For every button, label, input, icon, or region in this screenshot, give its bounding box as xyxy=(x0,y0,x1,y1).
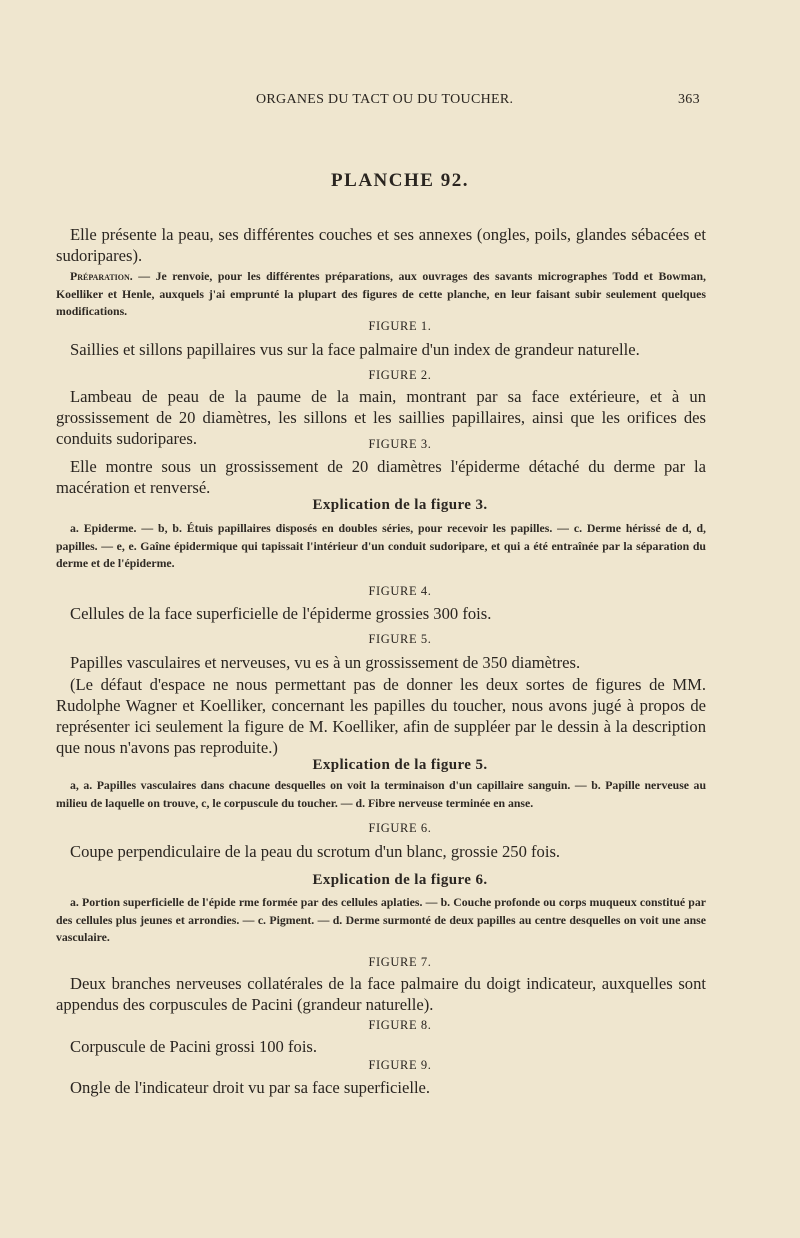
figure-6-explanation: a. Portion superficielle de l'épide rme formée par des cellules aplaties. — b. Couche profonde ou corps muqueux constitué par des cellules plus jeunes et arrondies. — c. Pigment. — d. Derme surmonté de deux papilles au centre desquelles on voit une anse vasculaire. xyxy=(56,895,706,944)
figure-4-heading: FIGURE 4. xyxy=(368,584,432,598)
figure-4-caption: Cellules de la face superficielle de l'épiderme grossies 300 fois. xyxy=(70,604,492,623)
figure-9-caption: Ongle de l'indicateur droit vu par sa face superficielle. xyxy=(70,1078,431,1097)
figure-3-heading: FIGURE 3. xyxy=(368,437,432,451)
figure-1-heading: FIGURE 1. xyxy=(368,319,432,333)
plate-title: PLANCHE 92. xyxy=(331,170,469,191)
page-number: 363 xyxy=(678,92,700,107)
figure-3-caption: Elle montre sous un grossissement de 20 diamètres l'épiderme détaché du derme par la macération et renversé. xyxy=(56,457,706,497)
figure-6-heading: FIGURE 6. xyxy=(368,821,432,835)
figure-5-caption: Papilles vasculaires et nerveuses, vu es à un grossissement de 350 diamètres. xyxy=(70,653,581,672)
preparation-text: — Je renvoie, pour les différentes préparations, aux ouvrages des savants micrographes Todd et Bowman, Koelliker et Henle, auxquels j'ai emprunté la plupart des figures de cette planche, en leur faisant subir seulement quelques modifications. xyxy=(56,269,706,318)
figure-6-caption: Coupe perpendiculaire de la peau du scrotum d'un blanc, grossie 250 fois. xyxy=(70,842,561,861)
intro-paragraph: Elle présente la peau, ses différentes couches et ses annexes (ongles, poils, glandes sébacées et sudoripares). xyxy=(56,225,706,265)
figure-6-explanation-heading: Explication de la figure 6. xyxy=(312,872,488,888)
figure-8-caption: Corpuscule de Pacini grossi 100 fois. xyxy=(70,1037,318,1056)
figure-8-heading: FIGURE 8. xyxy=(368,1018,432,1032)
figure-9-heading: FIGURE 9. xyxy=(368,1058,432,1072)
figure-5-explanation: a, a. Papilles vasculaires dans chacune desquelles on voit la terminaison d'un capillaire sanguin. — b. Papille nerveuse au milieu de laquelle on trouve, c, le corpuscule du toucher. — d. Fibre nerveuse terminée en anse. xyxy=(56,778,706,810)
preparation-paragraph xyxy=(56,268,706,321)
figure-2-heading: FIGURE 2. xyxy=(368,368,432,382)
figure-1-caption: Saillies et sillons papillaires vus sur la face palmaire d'un index de grandeur naturelle. xyxy=(70,340,640,359)
figure-7-heading: FIGURE 7. xyxy=(368,955,432,969)
running-header-title: ORGANES DU TACT OU DU TOUCHER. xyxy=(256,92,514,107)
figure-5-heading: FIGURE 5. xyxy=(368,632,432,646)
figure-3-explanation-heading: Explication de la figure 3. xyxy=(312,497,488,513)
figure-5-note: (Le défaut d'espace ne nous permettant pas de donner les deux sortes de figures de MM. Rudolphe Wagner et Koelliker, concernant les papilles du toucher, nous avons jugé à propos de représenter ici seulement la figure de M. Koelliker, afin de suppléer par le dessin à la description que nous n'avons pas reproduite.) xyxy=(56,675,706,757)
figure-5-explanation-heading: Explication de la figure 5. xyxy=(312,757,488,773)
figure-7-caption: Deux branches nerveuses collatérales de la face palmaire du doigt indicateur, auxquelles sont appendus des corpuscules de Pacini (grandeur naturelle). xyxy=(56,974,706,1014)
figure-3-explanation: a. Epiderme. — b, b. Étuis papillaires disposés en doubles séries, pour recevoir les papilles. — c. Derme hérissé de d, d, papilles. — e, e. Gaîne épidermique qui tapissait l'intérieur d'un conduit sudoripare, et qui a été entraînée par la séparation du derme et de l'épiderme. xyxy=(56,521,706,570)
preparation-label: Préparation. xyxy=(70,269,133,283)
figure-2-caption: Lambeau de peau de la paume de la main, montrant par sa face extérieure, et à un grossissement de 20 diamètres, les sillons et les saillies papillaires, ainsi que les orifices des conduits sudoripares. xyxy=(56,387,706,448)
